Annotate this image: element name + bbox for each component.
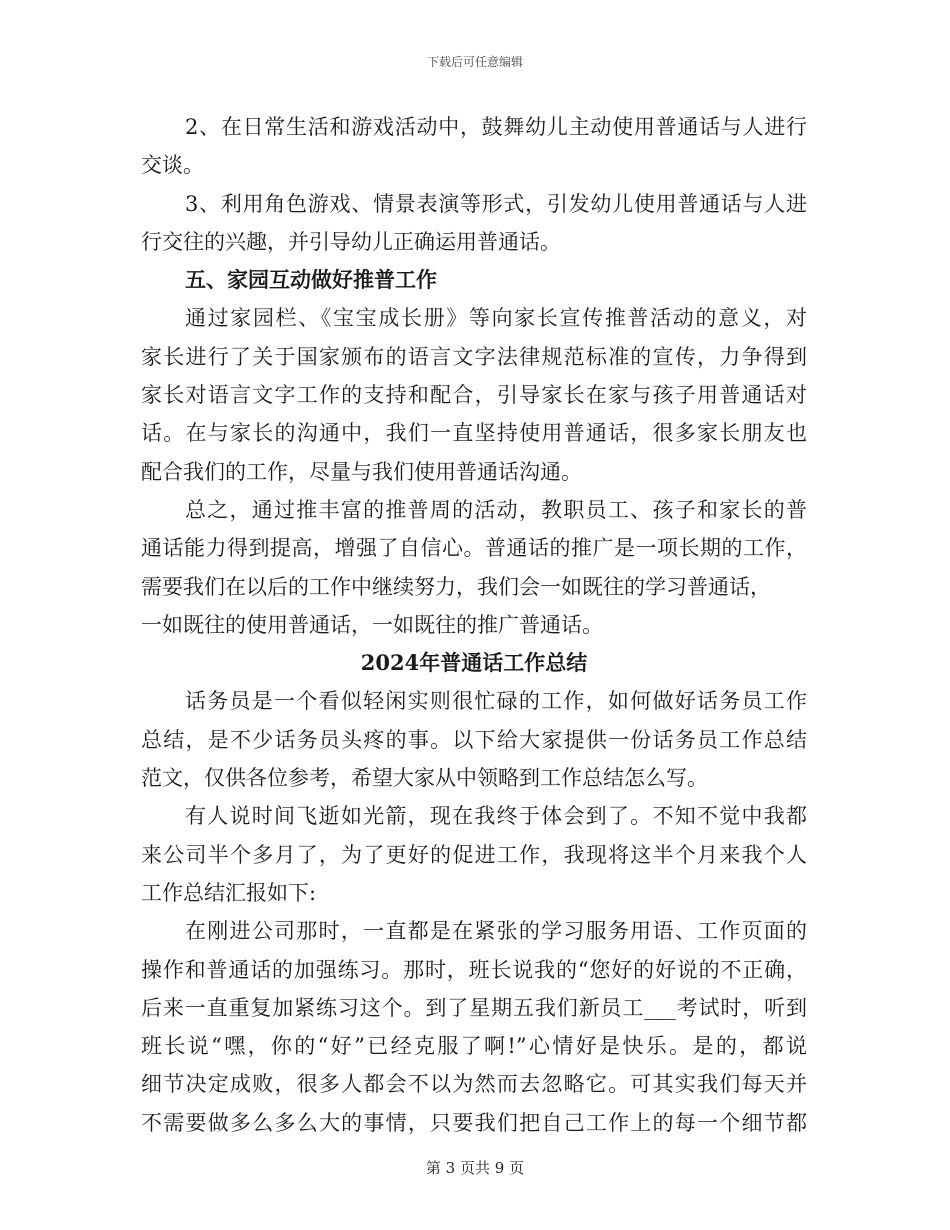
text-line: 话务员是一个看似轻闲实则很忙碌的工作，如何做好话务员工作	[185, 689, 807, 714]
text-line: 通话能力得到提高，增强了自信心。普通话的推广是一项长期的工作，	[141, 536, 807, 561]
section-heading: 五、家园互动做好推普工作	[185, 267, 437, 293]
text-line: 行交往的兴趣，并引导幼儿正确运用普通话。	[141, 229, 561, 254]
page-header: 下载后可任意编辑	[426, 55, 523, 69]
page-footer: 第 3 页共 9 页	[425, 1159, 525, 1177]
text-line: 在刚进公司那时，一直都是在紧张的学习服务用语、工作页面的	[185, 919, 807, 944]
text-line: 2、在日常生活和游戏活动中，鼓舞幼儿主动使用普通话与人进行	[185, 115, 807, 139]
text-line: 细节决定成败，很多人都会不以为然而去忽略它。可其实我们每天并	[141, 1072, 807, 1097]
text-line: 话。在与家长的沟通中，我们一直坚持使用普通话，很多家长朋友也	[141, 421, 807, 446]
text-line: 操作和普通话的加强练习。那时，班长说我的“您好的好说的不正确，	[141, 957, 807, 982]
text-line: 一如既往的使用普通话，一如既往的推广普通话。	[141, 612, 603, 637]
document-body	[141, 108, 807, 1142]
text-line: 总之，通过推丰富的推普周的活动，教职员工、孩子和家长的普	[185, 497, 807, 522]
text-line: 后来一直重复加紧练习这个。到了星期五我们新员工___考试时，听到	[141, 995, 807, 1020]
text-line: 需要我们在以后的工作中继续努力，我们会一如既往的学习普通话，	[141, 574, 771, 599]
text-line: 总结，是不少话务员头疼的事。以下给大家提供一份话务员工作总结	[141, 727, 807, 752]
text-line: 班长说“嘿，你的“好”已经克服了啊!”心情好是快乐。是的，都说	[141, 1034, 807, 1059]
text-line: 通过家园栏、《宝宝成长册》等向家长宣传推普活动的意义，对	[185, 306, 807, 331]
text-line: 有人说时间飞逝如光箭，现在我终于体会到了。不知不觉中我都	[185, 804, 807, 829]
text-line: 范文，仅供各位参考，希望大家从中领略到工作总结怎么写。	[141, 766, 708, 791]
text-line: 不需要做多么多么大的事情，只要我们把自己工作上的每一个细节都	[141, 1110, 807, 1135]
text-line: 工作总结汇报如下:	[141, 880, 317, 905]
text-line: 家长进行了关于国家颁布的语言文字法律规范标准的宣传，力争得到	[141, 344, 807, 369]
text-line: 交谈。	[141, 153, 204, 178]
section-title: 2024年普通话工作总结	[360, 650, 588, 676]
text-line: 家长对语言文字工作的支持和配合，引导家长在家与孩子用普通话对	[141, 383, 807, 408]
text-line: 来公司半个多月了，为了更好的促进工作，我现将这半个月来我个人	[141, 842, 807, 867]
text-line: 3、利用角色游戏、情景表演等形式，引发幼儿使用普通话与人进	[185, 191, 807, 216]
text-line: 配合我们的工作，尽量与我们使用普通话沟通。	[141, 459, 582, 484]
